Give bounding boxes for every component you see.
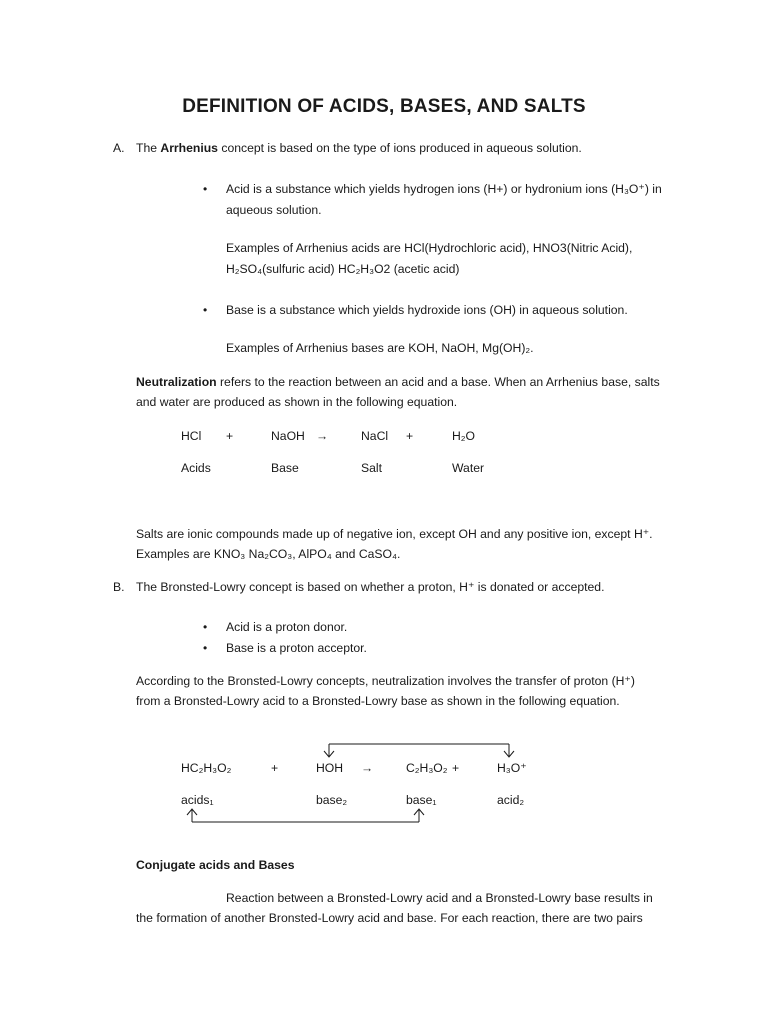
section-b-marker: B. — [113, 580, 125, 594]
neutralization-line1: Neutralization refers to the reaction between an acid and a base. When an Arrhenius base, salts — [136, 375, 660, 389]
eq-a-label-acids: Acids — [181, 461, 211, 475]
eq-a-label-base: Base — [271, 461, 299, 475]
eq-b-label-acid1: acids₁ — [181, 793, 214, 807]
eq-b-label-base1: base₁ — [406, 793, 437, 807]
eq-b-reactant1: HC₂H₃O₂ — [181, 761, 232, 775]
bullet-icon: • — [203, 303, 208, 317]
acid-definition-line2: aqueous solution. — [226, 203, 322, 217]
eq-a-label-salt: Salt — [361, 461, 383, 475]
conjugate-heading: Conjugate acids and Bases — [136, 858, 295, 872]
eq-b-reactant2: HOH — [316, 761, 344, 775]
eq-a-reactant2: NaOH — [271, 429, 305, 443]
section-b-intro: The Bronsted-Lowry concept is based on whether a proton, H⁺ is donated or accepted. — [136, 580, 605, 594]
eq-a-product2: H₂O — [452, 429, 476, 443]
base-proton-acceptor: Base is a proton acceptor. — [226, 641, 367, 655]
salts-line1: Salts are ionic compounds made up of negative ion, except OH and any positive ion, except H⁺. — [136, 527, 653, 541]
section-a-marker: A. — [113, 141, 125, 155]
eq-a-reactant1: HCl — [181, 429, 202, 443]
eq-b-plus2: + — [452, 761, 460, 775]
acid-examples-line2: H₂SO₄(sulfuric acid) HC₂H₃O2 (acetic acid) — [226, 262, 460, 276]
section-a-intro: The Arrhenius concept is based on the type of ions produced in aqueous solution. — [136, 141, 582, 155]
base-examples: Examples of Arrhenius bases are KOH, NaOH, Mg(OH)₂. — [226, 341, 534, 355]
eq-a-product1: NaCl — [361, 429, 389, 443]
eq-a-label-water: Water — [452, 461, 485, 475]
acid-examples-line1: Examples of Arrhenius acids are HCl(Hydrochloric acid), HNO3(Nitric Acid), — [226, 241, 633, 255]
neutralization-line2: and water are produced as shown in the following equation. — [136, 395, 458, 409]
eq-b-plus1: + — [271, 761, 279, 775]
page-title: DEFINITION OF ACIDS, BASES, AND SALTS — [182, 96, 586, 117]
eq-b-label-acid2: acid₂ — [497, 793, 525, 807]
bronsted-para-line2: from a Bronsted-Lowry acid to a Bronsted-Lowry base as shown in the following equation. — [136, 694, 620, 708]
bullet-icon: • — [203, 182, 208, 196]
acid-proton-donor: Acid is a proton donor. — [226, 620, 348, 634]
salts-line2: Examples are KNO₃ Na₂CO₃, AlPO₄ and CaSO₄. — [136, 547, 401, 561]
eq-a-plus2: + — [406, 429, 414, 443]
bullet-icon: • — [203, 641, 208, 655]
acid-definition-line1: Acid is a substance which yields hydrogen ions (H+) or hydronium ions (H₃O⁺) in — [226, 182, 662, 196]
eq-a-plus1: + — [226, 429, 234, 443]
eq-b-arrow: → — [361, 761, 374, 775]
eq-b-product1: C₂H₃O₂ — [406, 761, 448, 775]
eq-a-arrow: → — [316, 429, 329, 443]
eq-b-product2: H₃O⁺ — [497, 761, 527, 775]
bullet-icon: • — [203, 620, 208, 634]
bronsted-para-line1: According to the Bronsted-Lowry concepts, neutralization involves the transfer of proton (H⁺) — [136, 674, 635, 688]
conjugate-para-line2: the formation of another Bronsted-Lowry acid and base. For each reaction, there are two pairs — [136, 911, 643, 925]
conjugate-para-line1: Reaction between a Bronsted-Lowry acid and a Bronsted-Lowry base results in — [226, 891, 653, 905]
eq-b-label-base2: base₂ — [316, 793, 348, 807]
base-definition: Base is a substance which yields hydroxide ions (OH) in aqueous solution. — [226, 303, 628, 317]
